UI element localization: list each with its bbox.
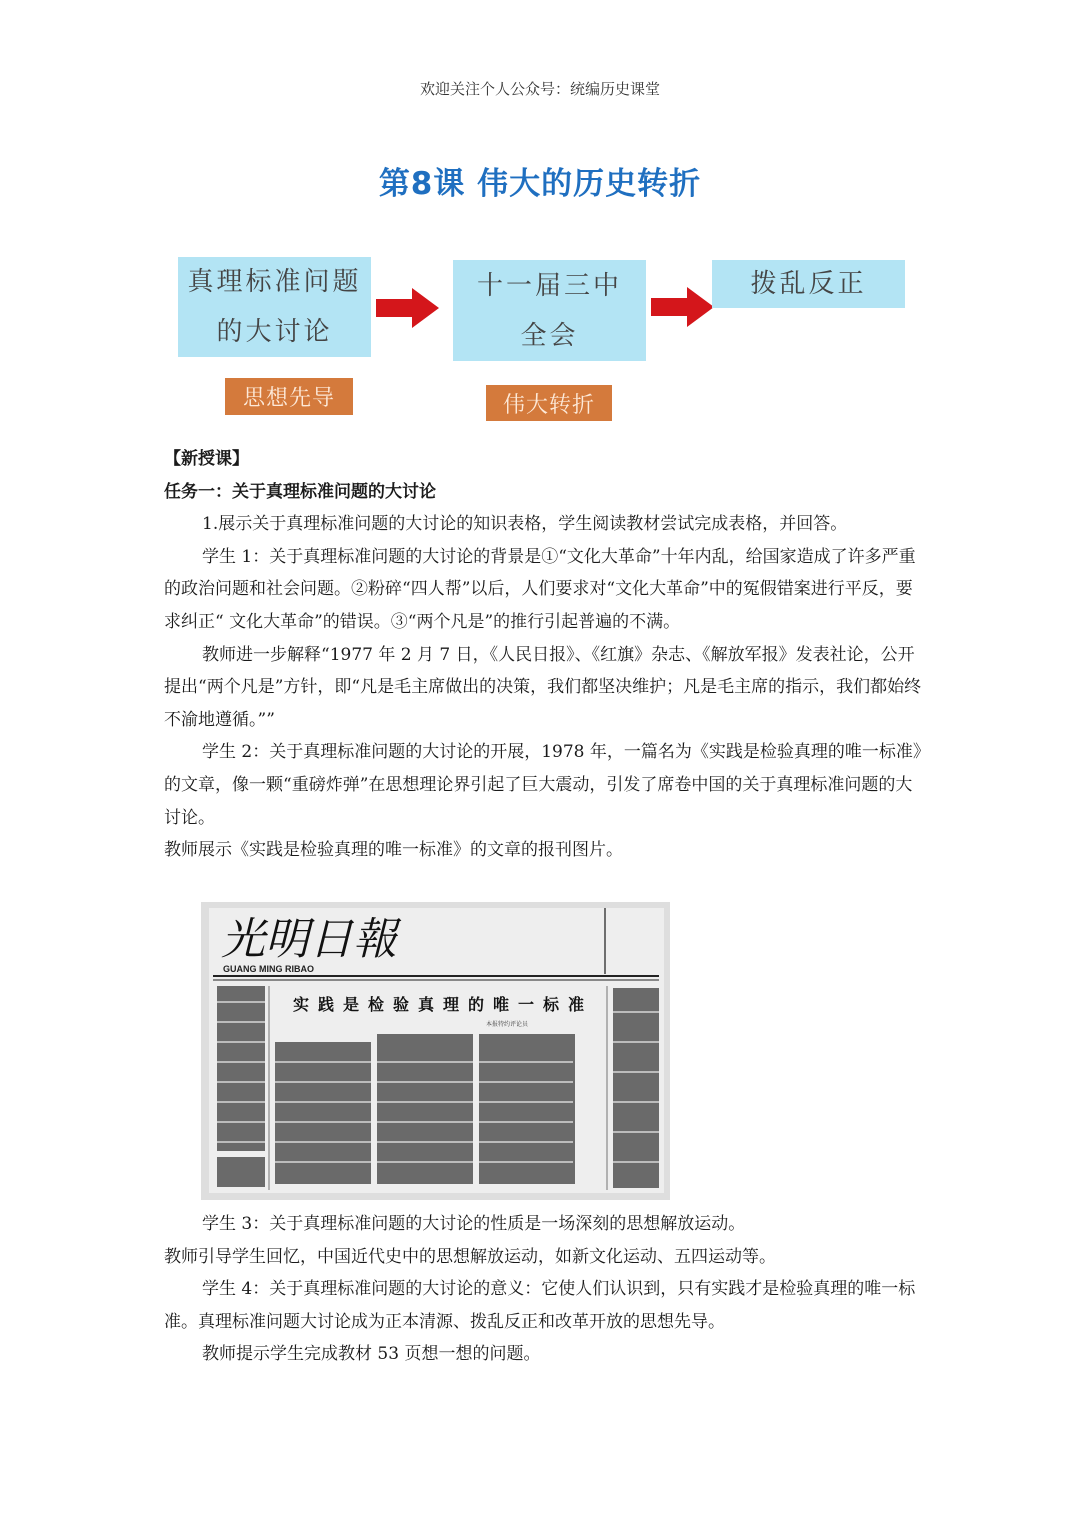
flow-box-plenum-line1: 十一届三中 [476,270,622,301]
paragraph: 教师提示学生完成教材 53 页想一想的问题。 [202,1344,541,1365]
page-header: 欢迎关注个人公众号：统编历史课堂 [419,80,660,98]
lesson-title: 第8课 伟大的历史转折 [378,166,702,202]
flow-box-discussion-line1: 真理标准问题 [187,267,362,297]
tag-great-turning-point: 伟大转折 [486,385,612,421]
paragraph: 学生 1：关于真理标准问题的大讨论的背景是①“文化大革命”十年内乱，给国家造成了许多严重的政治问题和社会问题。②粉碎“四人帮”以后，人们要求对“文化大革命”中的冤假错案进行平反，要求纠正“ 文化大革命”的错误。③“两个凡是”的推行引起普遍的不满。 [164,546,916,632]
flow-box-plenum-line2: 全会 [520,320,579,351]
flow-box-discussion-line2: 的大讨论 [216,317,333,347]
tag-ideological-forerunner: 思想先导 [225,378,353,415]
right-arrow-icon [651,287,715,327]
flow-box-discussion [178,257,371,357]
newspaper-pinyin: GUANG MING RIBAO [223,964,314,974]
paragraph: 教师引导学生回忆，中国近代史中的思想解放运动，如新文化运动、五四运动等。 [164,1246,776,1267]
lesson-body [164,443,924,867]
flow-box-restore-order-label: 拨乱反正 [750,269,867,299]
paragraph: 学生 3：关于真理标准问题的大讨论的性质是一场深刻的思想解放运动。 [202,1214,746,1234]
section-heading: 【新授课】 [164,449,249,469]
task-heading: 任务一：关于真理标准问题的大讨论 [164,481,436,502]
newspaper-headline: 实践是检验真理的唯一标准 [293,995,594,1014]
paragraph: 1.展示关于真理标准问题的大讨论的知识表格，学生阅读教材尝试完成表格，并回答。 [202,514,848,535]
newspaper-illustration [201,902,670,1200]
paragraph: 教师展示《实践是检验真理的唯一标准》的文章的报刊图片。 [164,840,623,861]
newspaper-byline: 本报特约评论员 [486,1021,529,1028]
right-arrow-icon [376,288,440,328]
paragraph: 学生 4：关于真理标准问题的大讨论的意义：它使人们认识到，只有实践才是检验真理的唯一标准。真理标准问题大讨论成为正本清源、拨乱反正和改革开放的思想先导。 [164,1279,916,1332]
paragraph: 教师进一步解释“1977 年 2 月 7 日，《人民日报》、《红旗》杂志、《解放军报》发表社论，公开提出“两个凡是”方针，即“凡是毛主席做出的决策，我们都坚决维护；凡是毛主席的指示，我们都始终不渝地遵循。”” [164,644,922,730]
flow-box-restore-order [712,260,905,308]
newspaper-masthead: 光明日報 [221,914,397,965]
lesson-body-continued [164,1208,924,1371]
flow-box-plenum [453,260,646,361]
newspaper-image [201,902,670,1200]
paragraph: 学生 2：关于真理标准问题的大讨论的开展，1978 年，一篇名为《实践是检验真理的唯一标准》的文章，像一颗“重磅炸弹”在思想理论界引起了巨大震动，引发了席卷中国的关于真理标准问题的大讨论。 [164,742,922,828]
